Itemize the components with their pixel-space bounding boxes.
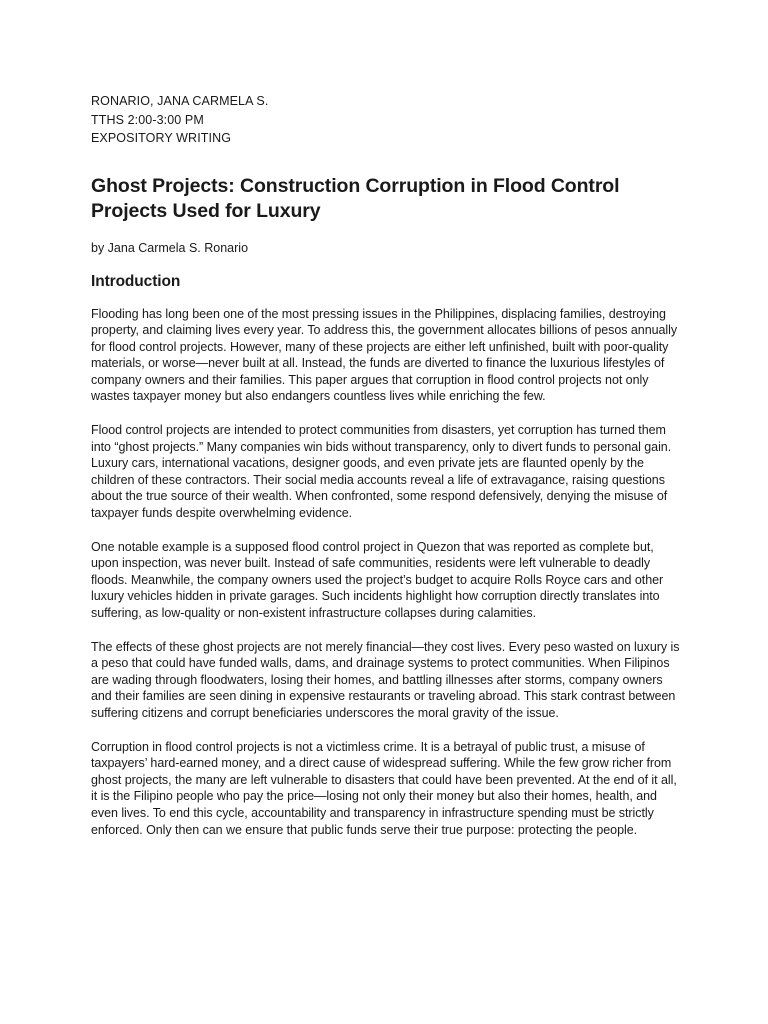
course-name: EXPOSITORY WRITING — [91, 131, 232, 145]
student-name: RONARIO, JANA CARMELA S. — [91, 94, 269, 108]
document-page — [91, 92, 681, 838]
paragraph-5: Corruption in flood control projects is not a victimless crime. It is a betrayal of public trust, a misuse of taxpayers’ hard-earned money, and a direct cause of widespread suffering. While the few grow richer from ghost projects, the many are left vulnerable to disasters that could have been prevented. At the end of it all, it is the Filipino people who pay the price—losing not only their money but also their homes, health, and even lives. To end this cycle, accountability and transparency in infrastructure spending must be strictly enforced. Only then can we ensure that public funds serve their true purpose: protecting the people. — [91, 739, 677, 837]
section-heading-introduction: Introduction — [91, 272, 181, 290]
class-schedule: TTHS 2:00-3:00 PM — [91, 112, 204, 127]
paragraph-1: Flooding has long been one of the most pressing issues in the Philippines, displacing families, destroying property, and claiming lives every year. To address this, the government allocates billions of pesos annually for flood control projects. However, many of these projects are either left unfinished, built with poor-quality materials, or worse—never built at all. Instead, the funds are diverted to finance the luxurious lifestyles of company owners and their families. This paper argues that corruption in flood control projects not only wastes taxpayer money but also endangers countless lives while enriching the few. — [91, 306, 678, 404]
document-title: Ghost Projects: Construction Corruption in Flood Control Projects Used for Luxury — [91, 174, 620, 222]
paragraph-4: The effects of these ghost projects are not merely financial—they cost lives. Every peso wasted on luxury is a peso that could have funded walls, dams, and drainage systems to protect communities. When Filipinos are wading through floodwaters, losing their homes, and battling illnesses after storms, company owners and their families are seen dining in expensive restaurants or traveling abroad. This stark contrast between suffering citizens and corrupt beneficiaries underscores the moral gravity of the issue. — [91, 639, 680, 720]
byline: by Jana Carmela S. Ronario — [91, 240, 249, 255]
paragraph-3: One notable example is a supposed flood control project in Quezon that was reported as complete but, upon inspection, was never built. Instead of safe communities, residents were left vulnerable to deadly floods. Meanwhile, the company owners used the project’s budget to acquire Rolls Royce cars and other luxury vehicles hidden in private garages. Such incidents highlight how corruption directly translates into suffering, as low-quality or non-existent infrastructure collapses during calamities. — [91, 539, 664, 620]
paragraph-2: Flood control projects are intended to protect communities from disasters, yet corruption has turned them into “ghost projects.” Many companies win bids without transparency, only to divert funds to personal gain. Luxury cars, international vacations, designer goods, and even private jets are flaunted openly by the children of these contractors. Their social media accounts reveal a life of extravagance, raising questions about the true source of their wealth. When confronted, some respond defensively, denying the misuse of taxpayer funds despite overwhelming evidence. — [91, 423, 672, 521]
